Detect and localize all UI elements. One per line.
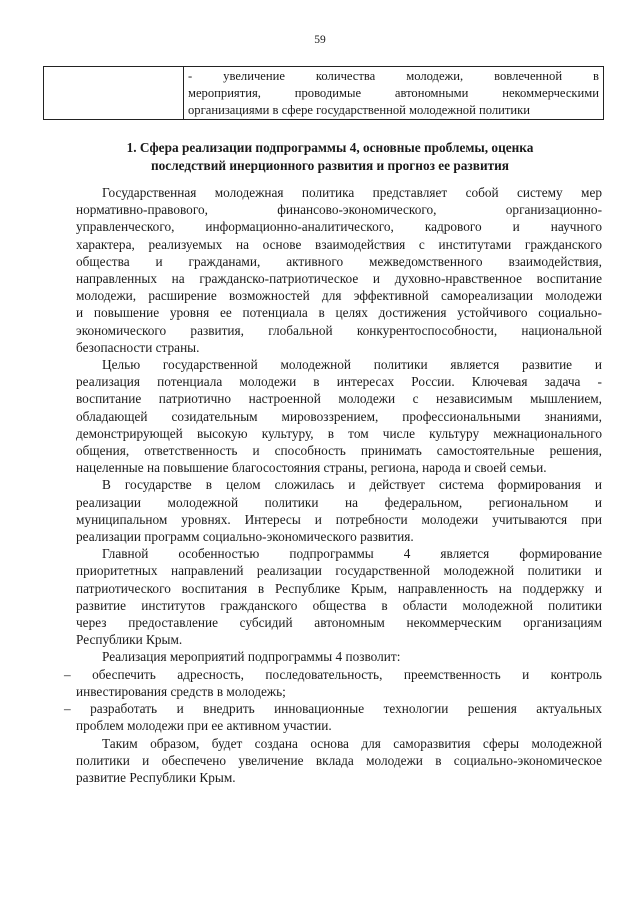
- paragraph-line: реализация потенциала молодежи в интересах России. Ключевая задача -: [76, 374, 602, 390]
- paragraph-line: экономического развития, глобальной конкурентоспособности, национальной: [76, 322, 602, 338]
- paragraph-line: Республики Крым.: [76, 632, 183, 648]
- paragraph-line: реализации молодежной политики на федеральном, региональном и: [76, 494, 602, 510]
- paragraph-line: В государстве в целом сложилась и действует система формирования и: [102, 477, 602, 493]
- paragraph-line: характера, реализуемых на основе взаимодействия с институтами гражданского: [76, 236, 602, 252]
- table-left-cell: [44, 67, 184, 120]
- paragraph-line: направленных на гражданско-патриотическое и духовно-нравственное воспитание: [76, 271, 602, 287]
- section-heading-line: 1. Сфера реализации подпрограммы 4, основные проблемы, оценка: [126, 140, 534, 155]
- paragraph: [76, 476, 602, 545]
- paragraph-line: реализации программ социально-экономического развития.: [76, 529, 414, 545]
- paragraph-line: приоритетных направлений реализации государственной молодежной политики и: [76, 563, 602, 579]
- paragraph-line: муниципальном уровнях. Интересы и потребности молодежи учитываются при: [76, 511, 602, 527]
- paragraph-line: Целью государственной молодежной политики является развитие и: [102, 357, 602, 373]
- paragraph-line: развитие Республики Крым.: [76, 769, 236, 785]
- paragraph-line: политики и обеспечено увеличение вклада молодежи в социально-экономическое: [76, 752, 602, 768]
- section-heading: [60, 139, 600, 175]
- paragraph-line: безопасности страны.: [76, 339, 200, 355]
- table-cell-line: мероприятия, проводимые автономными некоммерческими: [188, 86, 599, 100]
- continuation-table: [43, 66, 604, 120]
- section-heading-line: последствий инерционного развития и прогноз ее развития: [150, 158, 510, 173]
- bullet-item: [64, 666, 602, 700]
- paragraph-line: Главной особенностью подпрограммы 4 является формирование: [102, 546, 602, 562]
- paragraph-line: общения, ответственность и способность принимать самостоятельные решения,: [76, 443, 602, 459]
- paragraph-line: через предоставление субсидий автономным некоммерческим организациям: [76, 615, 602, 631]
- paragraph: [76, 184, 602, 356]
- table-right-cell: [184, 67, 604, 120]
- paragraph-line: обладающей созидательным мировоззрением, профессиональными знаниями,: [76, 408, 602, 424]
- table-row: [44, 67, 604, 120]
- paragraph-line: инвестирования средств в молодежь;: [76, 683, 286, 699]
- paragraph-line: и повышение уровня ее потенциала в целях достижения устойчивого социально-: [76, 305, 602, 321]
- paragraph: [76, 648, 602, 665]
- paragraph-line: – обеспечить адресность, последовательность, преемственность и контроль: [64, 666, 602, 682]
- paragraph-line: Государственная молодежная политика представляет собой систему мер: [102, 185, 602, 200]
- paragraph-line: – разработать и внедрить инновационные технологии решения актуальных: [64, 701, 602, 717]
- paragraph: [76, 545, 602, 648]
- paragraph-line: Реализация мероприятий подпрограммы 4 позволит:: [102, 649, 401, 665]
- paragraph: [76, 735, 602, 787]
- body-text: [64, 184, 602, 786]
- paragraph-line: Таким образом, будет создана основа для саморазвития сферы молодежной: [102, 735, 602, 751]
- paragraph-line: проблем молодежи при ее активном участии.: [76, 718, 332, 734]
- paragraph-line: патриотического воспитания в Республике Крым, направленность на поддержку и: [76, 580, 602, 596]
- paragraph-line: молодежи, расширение возможностей для эффективной самореализации молодежи: [76, 288, 602, 304]
- page-number: 59: [314, 34, 326, 46]
- table-cell-line: - увеличение количества молодежи, вовлеченной в: [188, 69, 599, 83]
- table-cell-line: организациями в сфере государственной молодежной политики: [188, 103, 530, 117]
- paragraph-line: воспитание патриотично настроенной молодежи с независимым мышлением,: [76, 391, 602, 407]
- bullet-item: [64, 700, 602, 734]
- paragraph-line: нацеленные на повышение благосостояния страны, региона, народа и своей семьи.: [76, 460, 547, 476]
- paragraph-line: управленческого, информационно-аналитического, кадрового и научного: [76, 219, 602, 235]
- paragraph: [76, 356, 602, 476]
- paragraph-line: демонстрирующей высокую культуру, в том числе культуру межнационального: [76, 425, 602, 441]
- paragraph-line: развитие институтов гражданского общества в области молодежной политики: [76, 597, 602, 613]
- paragraph-line: нормативно-правового, финансово-экономического, организационно-: [76, 202, 602, 218]
- paragraph-line: общества и гражданами, активного межведомственного взаимодействия,: [76, 253, 602, 269]
